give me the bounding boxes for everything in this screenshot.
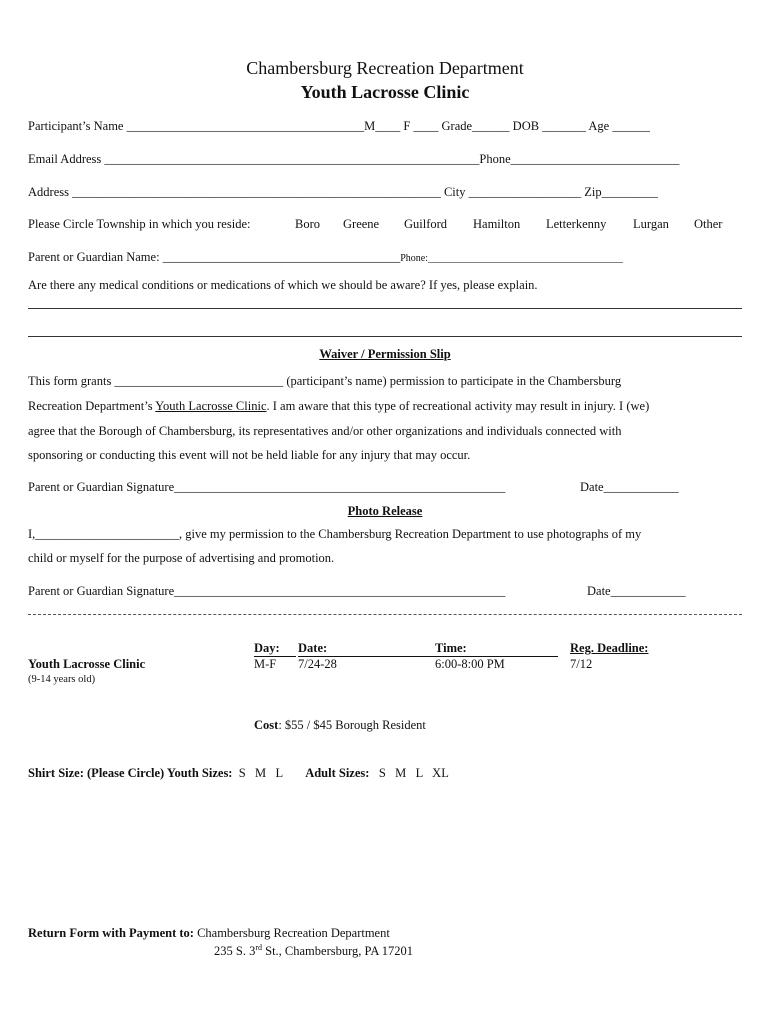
email-field[interactable]: Email Address ____________________________________________________________Phone___________________________	[28, 152, 680, 166]
guardian-name-label: Parent or Guardian Name:	[28, 250, 163, 264]
medical-question: Are there any medical conditions or medications of which we should be aware? If yes, please explain.	[28, 278, 538, 292]
waiver-program-name: Youth Lacrosse Clinic	[155, 399, 267, 413]
cost-label: Cost	[254, 718, 279, 732]
waiver-line-2	[28, 399, 649, 414]
program-name: Youth Lacrosse Clinic	[28, 657, 146, 671]
shirt-size-label: Shirt Size: (Please Circle) Youth Sizes:	[28, 766, 233, 780]
deadline-value: 7/12	[570, 657, 593, 671]
photo-signature-field[interactable]: Parent or Guardian Signature_____________________________________________________	[28, 584, 506, 598]
return-address-rest: St., Chambersburg, PA 17201	[262, 944, 414, 959]
cost-value: : $55 / $45 Borough Resident	[278, 718, 426, 732]
guardian-name-field[interactable]	[28, 250, 623, 265]
org-name: Chambersburg Recreation Department	[246, 58, 524, 78]
waiver-heading: Waiver / Permission Slip	[319, 347, 451, 361]
cost-line	[254, 718, 426, 733]
township-prompt: Please Circle Township in which you reside:	[28, 217, 251, 231]
program-ages: (9-14 years old)	[28, 674, 96, 685]
adult-size-label: Adult Sizes:	[305, 766, 370, 780]
adult-sizes[interactable]: S M L XL	[378, 766, 449, 780]
photo-line-2: child or myself for the purpose of advertising and promotion.	[28, 551, 335, 565]
waiver-line-3: agree that the Borough of Chambersburg, its representatives and/or other organizations and individuals connected with	[28, 424, 622, 438]
waiver-line-1: This form grants ___________________________ (participant’s name) permission to participate in the Chambersburg	[28, 374, 622, 388]
waiver-date-field[interactable]: Date____________	[580, 480, 679, 494]
address-field[interactable]: Address ___________________________________________________________ City __________________ Zip_________	[28, 185, 658, 199]
return-line	[28, 926, 390, 941]
participant-field[interactable]: Participant’s Name ______________________________________M____ F ____ Grade______ DOB _______ Age ______	[28, 119, 650, 133]
waiver-line-4: sponsoring or conducting this event will not be held liable for any injury that may occur.	[28, 448, 471, 462]
deadline-header: Reg. Deadline:	[570, 641, 649, 655]
return-address	[214, 943, 413, 959]
date-value: 7/24-28	[298, 657, 337, 671]
medical-answer-line-2[interactable]	[28, 336, 742, 337]
page-title: Youth Lacrosse Clinic	[300, 82, 470, 102]
waiver-line-2-start: Recreation Department’s	[28, 399, 156, 413]
guardian-name-line[interactable]: ______________________________________	[162, 250, 401, 264]
return-label: Return Form with Payment to:	[28, 926, 194, 940]
township-other[interactable]: Other	[694, 217, 723, 231]
township-greene[interactable]: Greene	[343, 217, 380, 231]
day-value: M-F	[254, 657, 277, 671]
township-lurgan[interactable]: Lurgan	[633, 217, 669, 231]
shirt-size-row	[28, 766, 449, 781]
township-guilford[interactable]: Guilford	[404, 217, 448, 231]
youth-sizes[interactable]: S M L	[238, 766, 284, 780]
time-value: 6:00-8:00 PM	[435, 657, 505, 671]
date-header: Date:	[298, 641, 404, 657]
time-header: Time:	[404, 641, 558, 657]
cut-line	[28, 614, 742, 615]
return-address-number: 235 S. 3	[214, 944, 256, 959]
township-hamilton[interactable]: Hamilton	[473, 217, 521, 231]
return-org: Chambersburg Recreation Department	[197, 926, 390, 940]
guardian-phone-field[interactable]: Phone:_______________________________________	[400, 253, 623, 264]
photo-date-field[interactable]: Date____________	[587, 584, 686, 598]
return-address-suffix: rd	[255, 943, 262, 952]
waiver-signature-field[interactable]: Parent or Guardian Signature_____________________________________________________	[28, 480, 506, 494]
township-letterkenny[interactable]: Letterkenny	[546, 217, 607, 231]
day-header: Day:	[254, 641, 296, 657]
photo-heading: Photo Release	[347, 504, 423, 518]
waiver-line-2-end: . I am aware that this type of recreational activity may result in injury. I (we)	[266, 399, 650, 413]
township-boro[interactable]: Boro	[295, 217, 320, 231]
medical-answer-line-1[interactable]	[28, 308, 742, 309]
photo-line-1: I,_______________________, give my permission to the Chambersburg Recreation Department to use photographs of my	[28, 527, 642, 541]
